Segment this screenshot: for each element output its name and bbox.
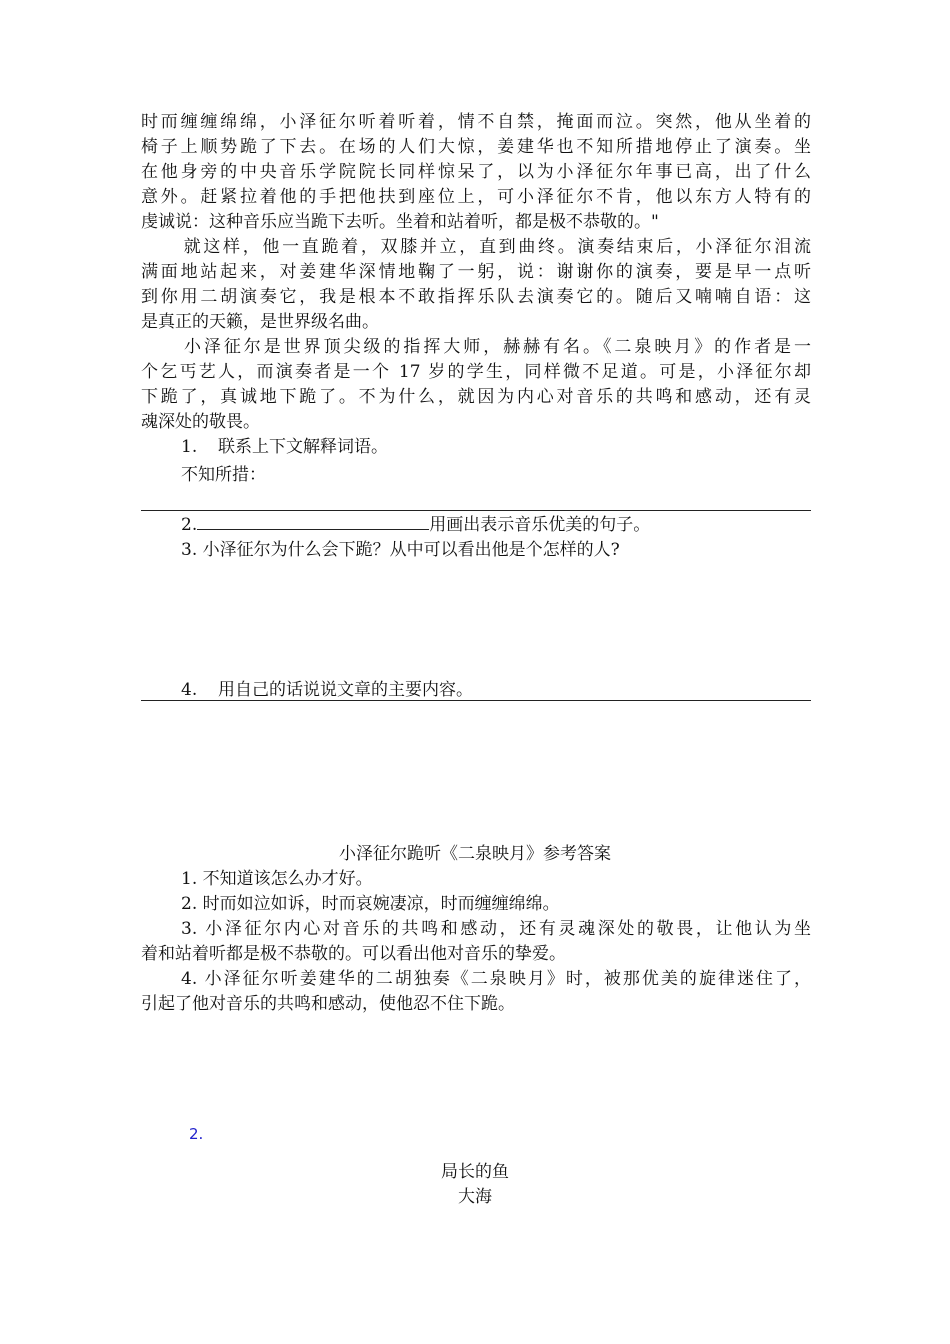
answers-title: 小泽征尔跪听《二泉映月》参考答案 (339, 844, 611, 864)
text-line: 是真正的天籁，是世界级名曲。 (141, 312, 379, 332)
question-text: 用自己的话说说文章的主要内容。 (218, 680, 473, 700)
question-number: 4. (181, 680, 198, 700)
question-number: 3. (181, 540, 198, 560)
text-line: 到你用二胡演奏它，我是根本不敢指挥乐队去演奏它的。随后又喃喃自语：这 (141, 287, 811, 307)
text-line: 意外。赶紧拉着他的手把他扶到座位上，可小泽征尔不肯，他以东方人特有的 (141, 187, 811, 207)
text-line: 满面地站起来，对姜建华深情地鞠了一躬，说：谢谢你的演奏，要是早一点听 (141, 262, 811, 282)
question-text: 联系上下文解释词语。 (218, 437, 388, 457)
passage-paragraph-3 (141, 335, 811, 435)
text-line: 下跪了，真诚地下跪了。不为什么，就因为内心对音乐的共鸣和感动，还有灵 (141, 387, 811, 407)
question-number: 2. (181, 515, 198, 535)
text-line: 时而缠缠绵绵，小泽征尔听着听着，情不自禁，掩面而泣。突然，他从坐着的 (141, 112, 811, 132)
text-line: 3. 小泽征尔内心对音乐的共鸣和感动，还有灵魂深处的敬畏，让他认为坐 (181, 919, 811, 939)
text-line: 小泽征尔是世界顶尖级的指挥大师，赫赫有名。《二泉映月》的作者是一 (181, 337, 811, 357)
text-line: 就这样，他一直跪着，双膝并立，直到曲终。演奏结束后，小泽征尔泪流 (181, 237, 811, 257)
question-3 (181, 538, 620, 563)
text-line: 着和站着听都是极不恭敬的。可以看出他对音乐的挚爱。 (141, 944, 566, 964)
answer-blank[interactable] (197, 512, 429, 530)
question-number: 1. (181, 437, 198, 457)
answer-3 (141, 917, 811, 967)
text-line: 个乞丐艺人，而演奏者是一个 17 岁的学生，同样微不足道。可是，小泽征尔却 (141, 362, 811, 382)
text-line: 魂深处的敬畏。 (141, 412, 260, 432)
question-text: 用画出表示音乐优美的句子。 (429, 515, 651, 535)
question-text: 小泽征尔为什么会下跪？从中可以看出他是个怎样的人? (202, 540, 620, 560)
article-title: 局长的鱼 (441, 1162, 509, 1182)
answer-line[interactable] (141, 510, 811, 511)
section-number: 2. (189, 1125, 204, 1143)
answer-4 (141, 967, 811, 1017)
text-line: 4. 小泽征尔听姜建华的二胡独奏《二泉映月》时，被那优美的旋律迷住了， (181, 969, 811, 989)
text-line: 引起了他对音乐的共鸣和感动，使他忍不住下跪。 (141, 994, 515, 1014)
text-line: 虔诚说：这种音乐应当跪下去听。坐着和站着听，都是极不恭敬的。" (141, 212, 659, 232)
passage-paragraph-2 (141, 235, 811, 335)
passage-paragraph-1 (141, 110, 811, 235)
question-2 (181, 512, 650, 538)
article-author: 大海 (458, 1187, 492, 1207)
text-line: 椅子上顺势跪了下去。在场的人们大惊，姜建华也不知所措地停止了演奏。坐 (141, 137, 811, 157)
question-1 (181, 435, 388, 460)
question-1-term: 不知所措： (181, 465, 266, 485)
answer-1: 1. 不知道该怎么办才好。 (181, 869, 373, 889)
text-line: 在他身旁的中央音乐学院院长同样惊呆了，以为小泽征尔年事已高，出了什么 (141, 162, 811, 182)
answer-2: 2. 时而如泣如诉，时而哀婉凄凉，时而缠缠绵绵。 (181, 894, 560, 914)
answer-line[interactable] (141, 700, 811, 701)
